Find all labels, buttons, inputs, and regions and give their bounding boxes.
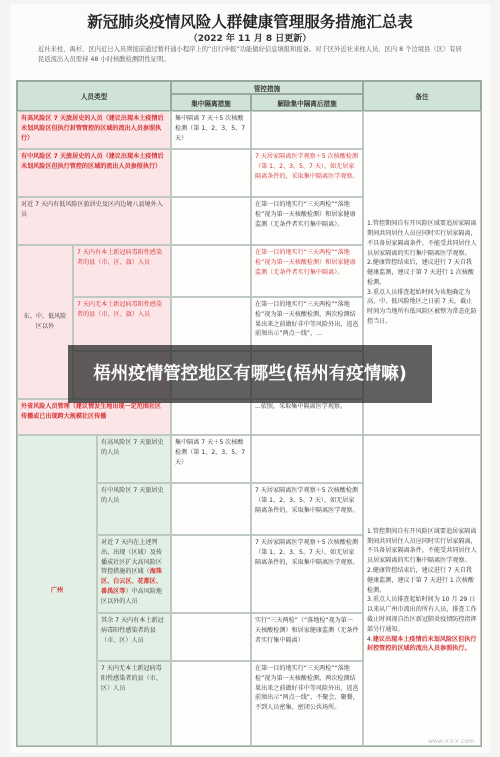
gz-mid-risk-type: 有中风险区 7 天旅居史的人员 xyxy=(97,483,171,535)
watermark: www.×××.com xyxy=(428,738,474,745)
gz-listed-area-tail: ）中高风险地区以外的人员 xyxy=(101,587,162,605)
row-no-case-centralized xyxy=(171,297,251,351)
row-low-risk-centralized xyxy=(171,197,251,245)
row-local-case-centralized xyxy=(171,245,251,297)
guangzhou-label: 广州 xyxy=(17,435,97,746)
gz-no-case-centralized xyxy=(171,661,251,746)
row-high-risk-type: 有高风险区 7 天旅居史的人员（建议出现本土疫情后未划风险区但执行封管管控的区域的流出人员参照执行） xyxy=(17,111,171,149)
row-other-province-type: 外省风险人员管理（建议情发生地出现一定范围社区传播或已出现跨大规模社区传播 xyxy=(17,399,171,435)
notes-bottom xyxy=(363,435,481,746)
notes-bottom-red: 建议出现本土疫情后未划风险区但执行封控管控的区域的流出人员参照执行。 xyxy=(367,635,477,653)
gz-listed-area-centralized xyxy=(171,535,251,613)
gz-listed-area-released: 7 天居家隔离医学观察＋5 次核酸检测（第 1、2、3、5、7 天），如无居家隔离条件的，采取集中隔离医学观察。 xyxy=(251,535,363,613)
measures-table xyxy=(16,80,482,747)
gz-local-case-type: 其余 7 天内有本土新冠病毒阳性感染者的县（市、区）人员 xyxy=(97,613,171,661)
row-low-risk-released: 在第一目的地实行“三天两检”“落地检”视为第一天核酸检测）和居家健康监测（无条件者实行集中隔离）。 xyxy=(251,197,363,245)
header-released: 解除集中隔离后措施 xyxy=(251,94,363,111)
gz-high-risk-type: 有高风险区 7 天旅居史的人员 xyxy=(97,435,171,483)
row-no-case-type: 7 天内无本土新冠病毒阳性感染者的县（市、区、旗）入员 xyxy=(73,297,171,351)
row-mid-risk-centralized xyxy=(171,149,251,197)
row-local-case-released: 在第一目的地实行“三天两检”“落地检”视为第一天核酸检测）和居家健康监测（无条件者实行集中隔离）。 xyxy=(251,245,363,297)
row-mid-risk-type: 有中风险区 7 天旅居史的人员（建议出现本土疫情后未划风险区但执行管控的区域的流出人员参照执行） xyxy=(17,149,171,197)
row-mid-risk-released: 7 天居家隔离医学观察＋5 次核酸检测（第 1、2、3、5、7 天），如无居家隔离条件的，采取集中隔离医学观察。 xyxy=(251,149,363,197)
row-other-province-centralized xyxy=(171,399,251,435)
row-high-risk-centralized: 集中隔离 7 天＋5 次核酸检测（第 1、2、3、5、7 天） xyxy=(171,111,251,149)
row-other-province-released: ...依照，采取集中隔离医学观察。 xyxy=(251,399,363,435)
gz-no-case-type: 7 天内无本土新冠病毒阳性感染者的县（市、区）人员 xyxy=(97,661,171,746)
header-centralized: 集中隔离措施 xyxy=(171,94,251,111)
row-local-case-type: 7 天内有本土新冠病毒阳性感染者的县（市、区、旗）入员 xyxy=(73,245,171,297)
gz-mid-risk-centralized xyxy=(171,483,251,535)
gz-high-risk-released xyxy=(251,435,363,483)
row-high-risk-released xyxy=(251,111,363,149)
notes-bottom-body: 1.管控期间自有开风险区域要追居家隔离期间共同居住人员应同时实行居家隔离，不具备居家隔离条件，不能受共同居住人员居家隔离的实行集中隔离医学观察。 2.健康管控结束后，建议进行 7 天自我健康监测，建议于第 7 天进行 1 次核酸检测。 3.重点人员排查起始时间为 10 月 29 日以来从广州市流出的所有人员，排查工作截止时间视自治区新冠肺炎疫情防控指挥部另行通知。 4. xyxy=(367,527,477,643)
gz-listed-area-text: 对近 7 天内在上述列出、出现（区域）及传播成社区扩大高风险区管控措施的区域（ xyxy=(101,539,162,576)
document-title: 新冠肺炎疫情风险人群健康管理服务措施汇总表 xyxy=(87,13,413,31)
row-no-case-released: 在第一目的地实行“三天两检”“落地检”视为第一天核酸检测，两次检测结果出来之前做好非中等风险外出，返邕前须出示“两点一线”，... xyxy=(251,297,363,351)
gz-high-risk-centralized: 集中隔离 7 天＋5 次核酸检测（第 1、2、3、5、7 天） xyxy=(171,435,251,483)
update-date: （2022 年 11 月 8 日更新） xyxy=(188,34,312,44)
gz-local-case-centralized xyxy=(171,613,251,661)
headline-overlay: 梧州疫情管控地区有哪些(梧州有疫情嘛) xyxy=(68,345,432,403)
row-low-risk-type: 对近 7 天内有低风险区旅居史及区内边境八县境外入员 xyxy=(17,197,171,245)
gz-listed-districts: 海珠区、白云区、花都区、番禺区等 xyxy=(101,568,162,595)
gz-listed-area-type xyxy=(97,535,171,613)
gz-mid-risk-released: 7 天居家隔离医学观察＋5 次核酸检测（第 1、2、3、5、7 天），如无居家隔离条件的，采取集中隔离医学观察。 xyxy=(251,483,363,535)
gz-local-case-released: 实行“三天两检”（“落地检”视为第一天核酸检测）和居家健康监测（无条件者实行集中隔离） xyxy=(251,613,363,661)
intro-paragraph: 近社来柱、禺杉、区内近日入员须接前通过暂杆通小程序上的“出行申报”功能做好信息填报和报备。对于区外近社来柱人员、区内 8 个边境县（区）有居民返流出入员需持 48 小时核酸检测阴性证明。 xyxy=(38,46,462,63)
header-note: 备注 xyxy=(363,81,481,111)
header-person-type: 人员类型 xyxy=(17,81,171,111)
notes-bottom-text xyxy=(367,527,477,654)
header-control: 管控措施 xyxy=(171,81,363,94)
group-label: 东、中、低风险区以外 xyxy=(17,245,73,399)
notes-top: 1.管控期间自有开风险区域要追居家隔离期间共同居住人员应同时实行居家隔离，不具备居家隔离条件，不能受共同居住人员居家隔离的实行集中隔离医学观察。 2.健康管控结束后，建议进行 7 天自我健康监测，建议于第 7 天进行 1 次核酸检测。 3.重点人员排查起始时间为该地确定为高、中、低风险地区之日前 7 天，截止时间为当地所有低风险区被整为常态化防控当日。 xyxy=(363,111,481,435)
gz-no-case-released: 在第一目的地实行“三天两检”“落地检”视为第一天核酸检测，两次检测结果出来之前做好非中等风险外出，返邕前须出示“两点一线”，不聚会、聚餐，不到人员密集、密闭公共场所。 xyxy=(251,661,363,746)
